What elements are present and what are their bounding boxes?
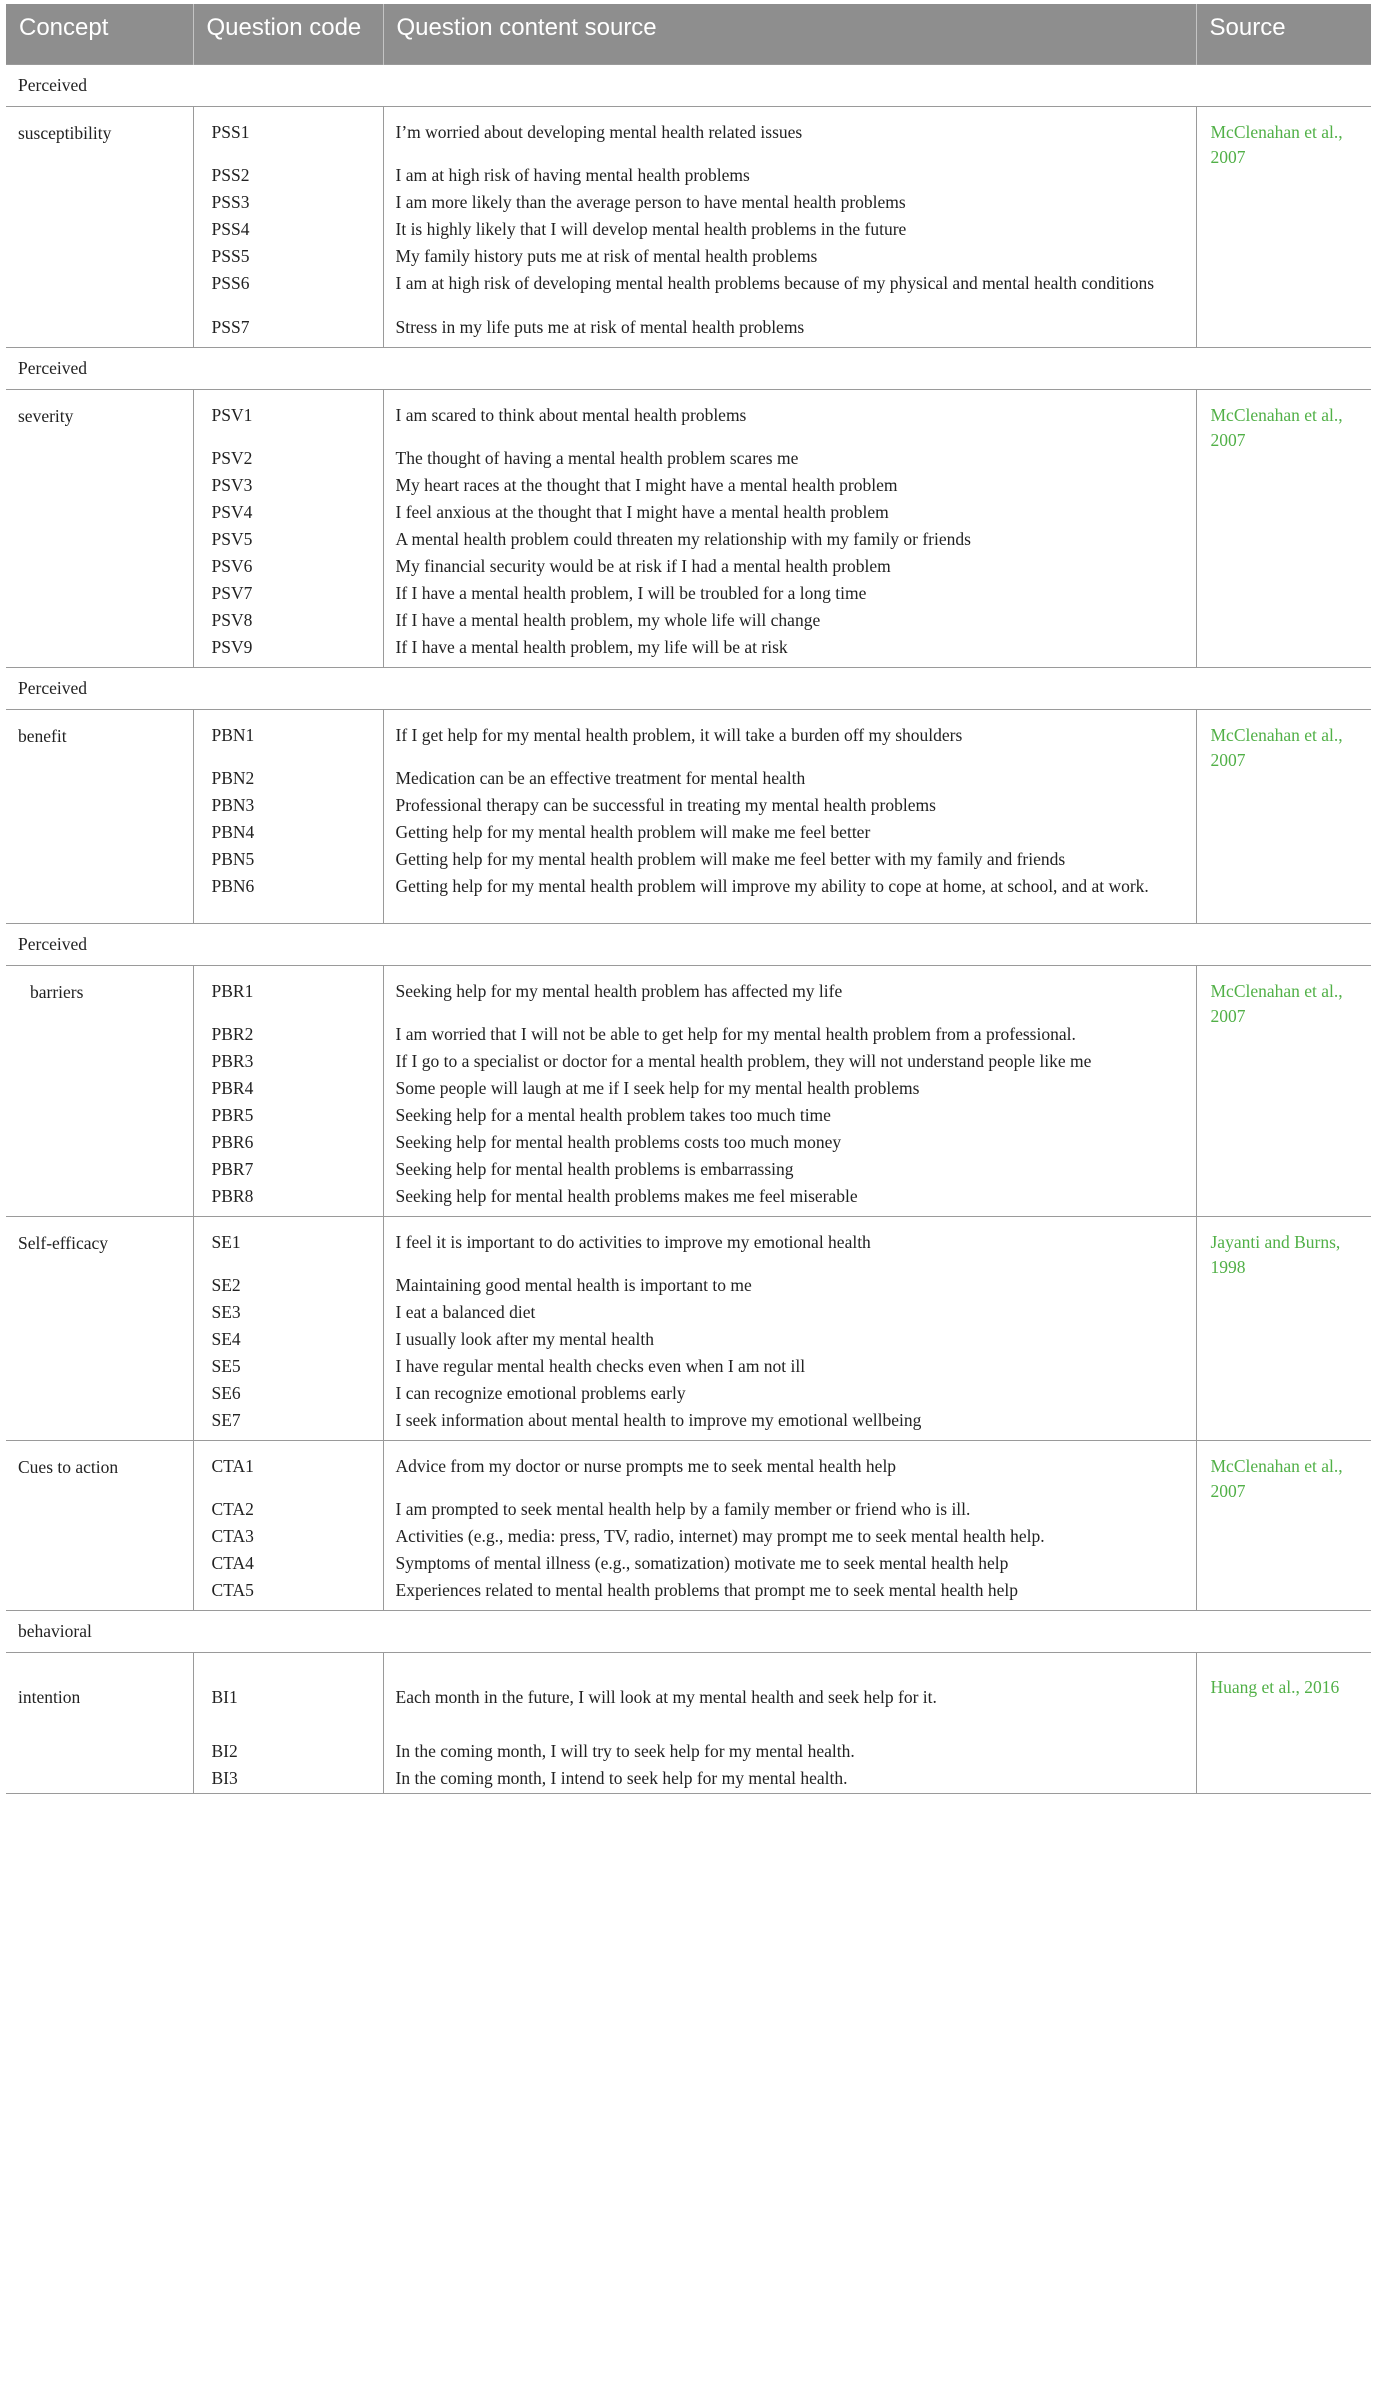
group-label: Perceived [6,923,1371,965]
question-code: PSS4 [211,218,250,239]
question-text: I’m worried about developing mental health related issues [395,121,803,142]
group-header-row [6,1610,1371,1652]
source-citation: Huang et al., 2016 [1196,1652,1371,1793]
question-text: I am worried that I will not be able to get help for my mental health problem from a professional. [395,1023,1076,1044]
question-code: SE5 [211,1355,241,1376]
concept-cell: susceptibility [6,106,193,347]
question-text: In the coming month, I intend to seek help for my mental health. [395,1767,848,1788]
question-code: PBR8 [211,1185,254,1206]
question-code: BI3 [211,1767,238,1788]
question-text: My heart races at the thought that I might have a mental health problem [395,474,898,495]
concept-row [6,106,1371,347]
question-code: PSV9 [211,636,253,657]
concept-cell: severity [6,389,193,667]
question-text: The thought of having a mental health problem scares me [395,447,799,468]
question-text: I am prompted to seek mental health help by a family member or friend who is ill. [395,1498,971,1519]
source-citation: McClenahan et al., 2007 [1210,404,1343,450]
group-label: Perceived [6,64,1371,106]
header-question-code: Question code [193,4,383,64]
question-text: Advice from my doctor or nurse prompts me to seek mental health help [395,1455,897,1476]
question-code: PBN2 [211,767,255,788]
question-text: If I have a mental health problem, my whole life will change [395,609,821,630]
source-citation: McClenahan et al., 2007 [1210,121,1343,167]
table-header-row [6,4,1371,64]
question-code: PBN1 [211,724,255,745]
question-content-cell [383,389,1196,667]
question-text: I feel anxious at the thought that I might have a mental health problem [395,501,889,522]
question-text: In the coming month, I will try to seek help for my mental health. [395,1740,855,1761]
question-code: BI1 [211,1686,238,1707]
group-header-row [6,667,1371,709]
question-text: My financial security would be at risk if I had a mental health problem [395,555,891,576]
source-citation: McClenahan et al., 2007 [1210,980,1343,1026]
question-code: PBN5 [211,848,255,869]
concept-cell: Cues to action [6,1440,193,1610]
question-text: If I go to a specialist or doctor for a mental health problem, they will not understand people like me [395,1050,1092,1071]
question-text: Symptoms of mental illness (e.g., somatization) motivate me to seek mental health help [395,1552,1009,1573]
question-code-cell [193,709,383,923]
question-code: PBR5 [211,1104,254,1125]
question-code: CTA4 [211,1552,254,1573]
question-text: Some people will laugh at me if I seek help for my mental health problems [395,1077,920,1098]
question-text: Seeking help for mental health problems is embarrassing [395,1158,794,1179]
question-text: Professional therapy can be successful in treating my mental health problems [395,794,936,815]
question-code: PSV4 [211,501,253,522]
question-code: SE1 [211,1231,241,1252]
concept-cell: intention [6,1652,193,1793]
question-text: I usually look after my mental health [395,1328,655,1349]
concept-cell: benefit [6,709,193,923]
source-citation: McClenahan et al., 2007 [1196,1440,1371,1610]
question-content-cell [383,1652,1196,1793]
question-text: If I have a mental health problem, I will be troubled for a long time [395,582,867,603]
question-text: It is highly likely that I will develop mental health problems in the future [395,218,907,239]
concept-row [6,709,1371,923]
question-code: PSV8 [211,609,253,630]
source-citation: McClenahan et al., 2007 [1210,724,1343,770]
question-code: PSV1 [211,404,253,425]
group-label: Perceived [6,667,1371,709]
group-header-row [6,923,1371,965]
question-code: CTA1 [211,1455,254,1476]
question-text: If I have a mental health problem, my life will be at risk [395,636,788,657]
question-code: PSV2 [211,447,253,468]
question-code: PBR6 [211,1131,254,1152]
question-text: I eat a balanced diet [395,1301,536,1322]
question-code: PBR1 [211,980,254,1001]
question-text: My family history puts me at risk of mental health problems [395,245,818,266]
concept-cell: Self-efficacy [6,1216,193,1440]
question-code-cell [193,106,383,347]
concept-row [6,965,1371,1216]
question-text: I feel it is important to do activities to improve my emotional health [395,1231,871,1252]
question-code-cell [193,1440,383,1610]
question-code-cell [193,1652,383,1793]
group-header-row [6,64,1371,106]
question-code: PBN3 [211,794,255,815]
question-code: CTA5 [211,1579,254,1600]
question-code: CTA2 [211,1498,254,1519]
question-text: Each month in the future, I will look at my mental health and seek help for it. [395,1686,937,1707]
question-text: Maintaining good mental health is important to me [395,1274,752,1295]
question-code-cell [193,389,383,667]
question-content-cell [383,1216,1196,1440]
question-code: SE3 [211,1301,241,1322]
question-text: Getting help for my mental health problem will make me feel better [395,821,871,842]
header-question-content: Question content source [383,4,1196,64]
question-table [6,4,1371,1794]
question-text: Experiences related to mental health problems that prompt me to seek mental health help [395,1579,1018,1600]
group-label: Perceived [6,347,1371,389]
question-code: CTA3 [211,1525,254,1546]
question-text: Seeking help for mental health problems makes me feel miserable [395,1185,858,1206]
question-text: I am at high risk of developing mental health problems because of my physical and mental health conditions [395,272,1155,293]
question-text: Getting help for my mental health problem will improve my ability to cope at home, at school, and at work. [395,875,1149,896]
source-citation: Jayanti and Burns, 1998 [1196,1216,1371,1440]
question-code: SE7 [211,1409,241,1430]
question-text: Stress in my life puts me at risk of mental health problems [395,316,805,337]
question-content-cell [383,106,1196,347]
question-text: Activities (e.g., media: press, TV, radio, internet) may prompt me to seek mental health help. [395,1525,1045,1546]
question-text: I seek information about mental health to improve my emotional wellbeing [395,1409,922,1430]
question-code: SE4 [211,1328,241,1349]
concept-row [6,1440,1371,1610]
question-text: Seeking help for mental health problems costs too much money [395,1131,842,1152]
question-text: If I get help for my mental health problem, it will take a burden off my shoulders [395,724,963,745]
question-text: Seeking help for my mental health problem has affected my life [395,980,843,1001]
question-code: PSS7 [211,316,250,337]
question-code-cell [193,1216,383,1440]
question-text: I have regular mental health checks even when I am not ill [395,1355,806,1376]
question-code: PSS1 [211,121,250,142]
header-concept: Concept [6,4,193,64]
question-text: I am at high risk of having mental health problems [395,164,750,185]
header-source: Source [1196,4,1371,64]
question-content-cell [383,1440,1196,1610]
question-code: SE6 [211,1382,241,1403]
question-code: PBR2 [211,1023,254,1044]
question-code: PBR3 [211,1050,254,1071]
concept-cell: barriers [6,965,193,1216]
concept-row [6,1216,1371,1440]
question-code: PBR4 [211,1077,254,1098]
question-code: PSV3 [211,474,253,495]
question-code: PSS2 [211,164,250,185]
question-text: I am scared to think about mental health problems [395,404,747,425]
group-label: behavioral [6,1610,1371,1652]
question-code: PSS3 [211,191,250,212]
question-text: Medication can be an effective treatment for mental health [395,767,806,788]
question-code-cell [193,965,383,1216]
concept-row [6,1652,1371,1793]
question-text: I am more likely than the average person to have mental health problems [395,191,906,212]
question-text: I can recognize emotional problems early [395,1382,686,1403]
group-header-row [6,347,1371,389]
question-content-cell [383,709,1196,923]
question-code: PBN4 [211,821,255,842]
concept-row [6,389,1371,667]
question-code: PSS6 [211,272,250,293]
question-code: SE2 [211,1274,241,1295]
question-code: PSS5 [211,245,250,266]
question-code: PSV6 [211,555,253,576]
question-content-cell [383,965,1196,1216]
question-code: BI2 [211,1740,238,1761]
question-text: Getting help for my mental health problem will make me feel better with my family and friends [395,848,1066,869]
question-text: Seeking help for a mental health problem takes too much time [395,1104,831,1125]
question-code: PBN6 [211,875,255,896]
question-text: A mental health problem could threaten my relationship with my family or friends [395,528,971,549]
question-code: PBR7 [211,1158,254,1179]
table-body [6,64,1371,1793]
question-code: PSV5 [211,528,253,549]
question-code: PSV7 [211,582,253,603]
